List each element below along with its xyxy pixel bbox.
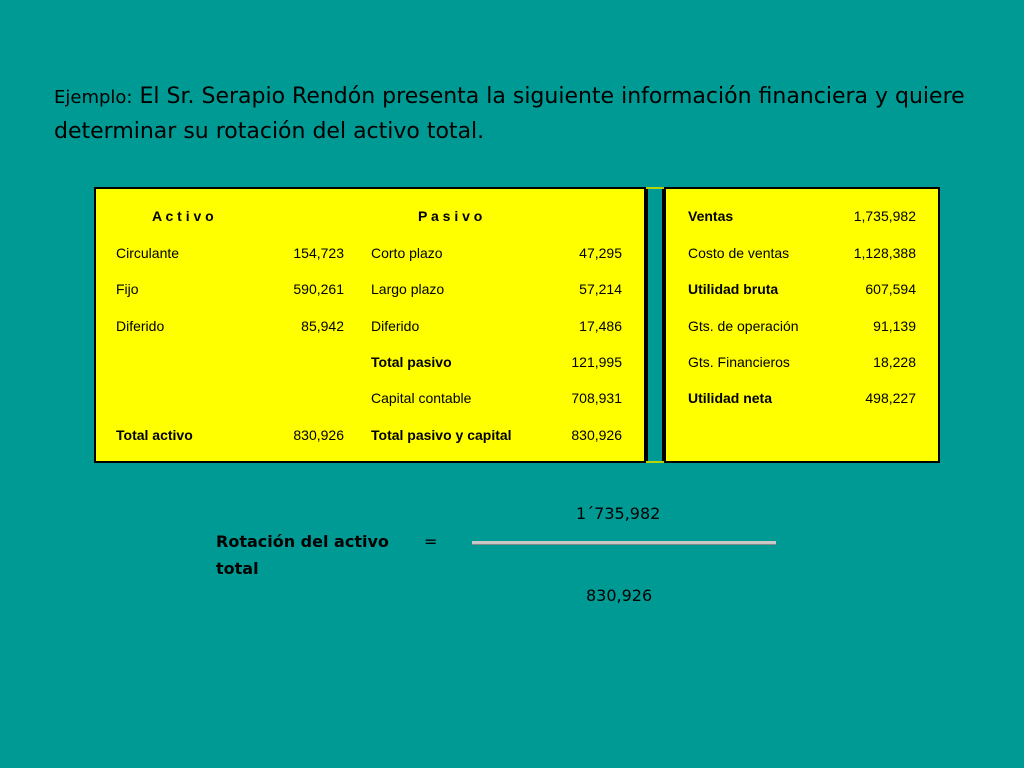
gts-operacion-value: 91,139 xyxy=(873,318,916,334)
balance-sheet-panel xyxy=(94,187,646,463)
activo-row-value: 154,723 xyxy=(293,245,344,261)
panel-divider xyxy=(646,187,664,463)
income-statement-panel xyxy=(664,187,940,463)
capital-contable-label: Capital contable xyxy=(371,390,472,406)
pasivo-row-label: Diferido xyxy=(371,318,420,334)
total-pasivo-capital-label: Total pasivo y capital xyxy=(371,427,512,443)
costo-ventas-value: 1,128,388 xyxy=(853,245,916,261)
total-pasivo-value: 121,995 xyxy=(571,354,622,370)
utilidad-bruta-value: 607,594 xyxy=(865,281,916,297)
formula-denominator: 830,926 xyxy=(586,586,653,605)
pasivo-row-label: Largo plazo xyxy=(371,281,445,297)
formula-label-line2: total xyxy=(216,559,259,578)
pasivo-row-label: Corto plazo xyxy=(371,245,443,261)
intro-lead: Ejemplo: xyxy=(54,87,133,108)
gts-financieros-label: Gts. Financieros xyxy=(688,354,790,370)
gts-operacion-label: Gts. de operación xyxy=(688,318,799,334)
total-activo-value: 830,926 xyxy=(293,427,344,443)
total-activo-label: Total activo xyxy=(116,427,193,443)
capital-contable-value: 708,931 xyxy=(571,390,622,406)
intro-text xyxy=(54,80,974,149)
total-pasivo-label: Total pasivo xyxy=(371,354,452,370)
fraction-line xyxy=(472,541,776,545)
utilidad-neta-label: Utilidad neta xyxy=(688,390,773,406)
activo-header: A c t i v o xyxy=(152,208,214,224)
activo-row-value: 85,942 xyxy=(301,318,344,334)
gts-financieros-value: 18,228 xyxy=(873,354,916,370)
pasivo-row-value: 17,486 xyxy=(579,318,622,334)
activo-row-label: Fijo xyxy=(116,281,139,297)
pasivo-row-value: 57,214 xyxy=(579,281,622,297)
activo-row-label: Diferido xyxy=(116,318,165,334)
pasivo-header: P a s i v o xyxy=(418,208,483,224)
formula-equals: = xyxy=(424,532,438,551)
utilidad-neta-value: 498,227 xyxy=(865,390,916,406)
formula-label-line1: Rotación del activo xyxy=(216,532,389,551)
formula-numerator: 1´735,982 xyxy=(576,504,661,523)
activo-row-label: Circulante xyxy=(116,245,180,261)
intro-body: El Sr. Serapio Rendón presenta la siguiente información financiera y quiere determinar su rotación del activo total. xyxy=(54,84,965,144)
utilidad-bruta-label: Utilidad bruta xyxy=(688,281,779,297)
pasivo-row-value: 47,295 xyxy=(579,245,622,261)
activo-row-value: 590,261 xyxy=(293,281,344,297)
ventas-value: 1,735,982 xyxy=(853,208,916,224)
costo-ventas-label: Costo de ventas xyxy=(688,245,790,261)
ventas-label: Ventas xyxy=(688,208,734,224)
total-pasivo-capital-value: 830,926 xyxy=(571,427,622,443)
